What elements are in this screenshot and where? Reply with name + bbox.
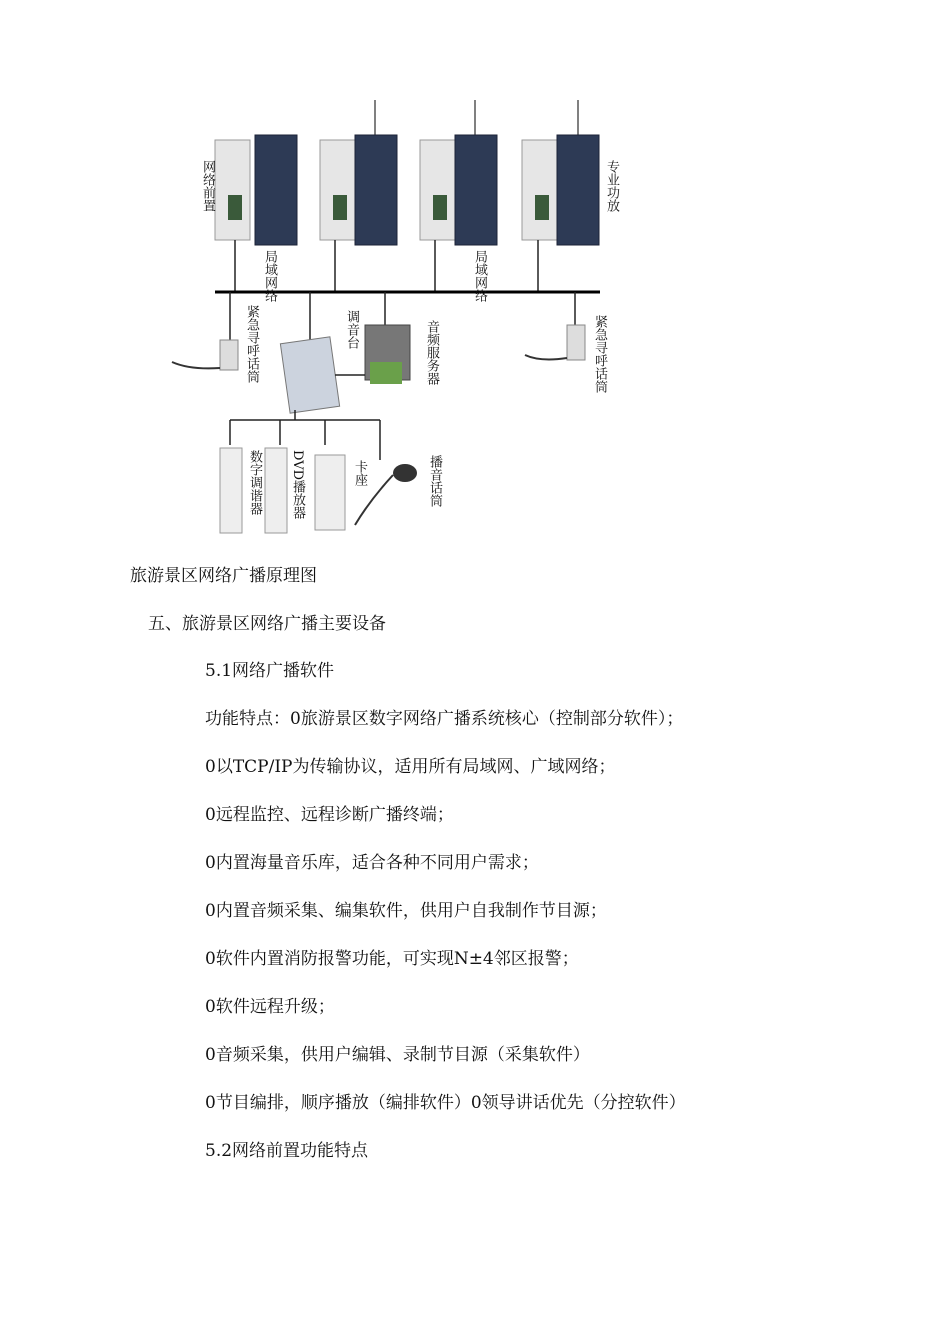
network-broadcast-diagram <box>160 100 620 550</box>
label-broadcast-mic: 播音话筒 <box>427 455 442 507</box>
label-audio-server: 音频服务器 <box>424 320 439 385</box>
label-emergency-mic-right: 紧急寻呼话筒 <box>592 315 607 393</box>
digital-tuner <box>220 448 242 533</box>
label-cassette: 卡座 <box>352 460 367 486</box>
rack-group-1 <box>215 135 297 245</box>
paragraph-line: 0内置海量音乐库，适合各种不同用户需求； <box>205 853 539 873</box>
paragraph-line: 0以TCP/IP为传输协议，适用所有局域网、广域网络； <box>205 757 616 777</box>
audio-server <box>365 325 410 384</box>
rack-group-2 <box>320 135 397 245</box>
emergency-mic-right <box>525 325 585 360</box>
label-lan-1: 局域网络 <box>262 250 277 302</box>
rack-group-4 <box>522 135 599 245</box>
label-pro-amp: 专业功放 <box>604 160 619 212</box>
paragraph-line: 0音频采集，供用户编辑、录制节目源（采集软件） <box>205 1045 590 1065</box>
label-dvd-player: DVD播放器 <box>290 450 305 520</box>
paragraph-line: 0内置音频采集、编集软件，供用户自我制作节目源； <box>205 901 607 921</box>
paragraph-line: 0远程监控、远程诊断广播终端； <box>205 805 454 825</box>
label-lan-2: 局域网络 <box>472 250 487 302</box>
paragraph-line: 0节目编排，顺序播放（编排软件）0领导讲话优先（分控软件） <box>205 1093 686 1113</box>
section-heading: 五、旅游景区网络广播主要设备 <box>148 614 386 634</box>
subheading-5-2: 5.2网络前置功能特点 <box>205 1141 369 1161</box>
label-emergency-mic-left: 紧急寻呼话筒 <box>244 305 259 383</box>
paragraph-line: 功能特点：0旅游景区数字网络广播系统核心（控制部分软件）； <box>205 709 684 729</box>
paragraph-line: 0软件内置消防报警功能，可实现N±4邻区报警； <box>205 949 579 969</box>
mixer <box>280 337 339 413</box>
emergency-mic-left <box>172 340 238 370</box>
label-network-front: 网络前置 <box>200 160 215 212</box>
cassette-deck <box>315 455 345 530</box>
paragraph-line: 0软件远程升级； <box>205 997 335 1017</box>
figure-caption: 旅游景区网络广播原理图 <box>130 566 317 586</box>
dvd-player <box>265 448 287 533</box>
label-digital-tuner: 数字调谐器 <box>247 450 262 515</box>
rack-group-3 <box>420 135 497 245</box>
label-mixer: 调音台 <box>344 310 359 349</box>
subheading-5-1: 5.1网络广播软件 <box>205 661 335 681</box>
